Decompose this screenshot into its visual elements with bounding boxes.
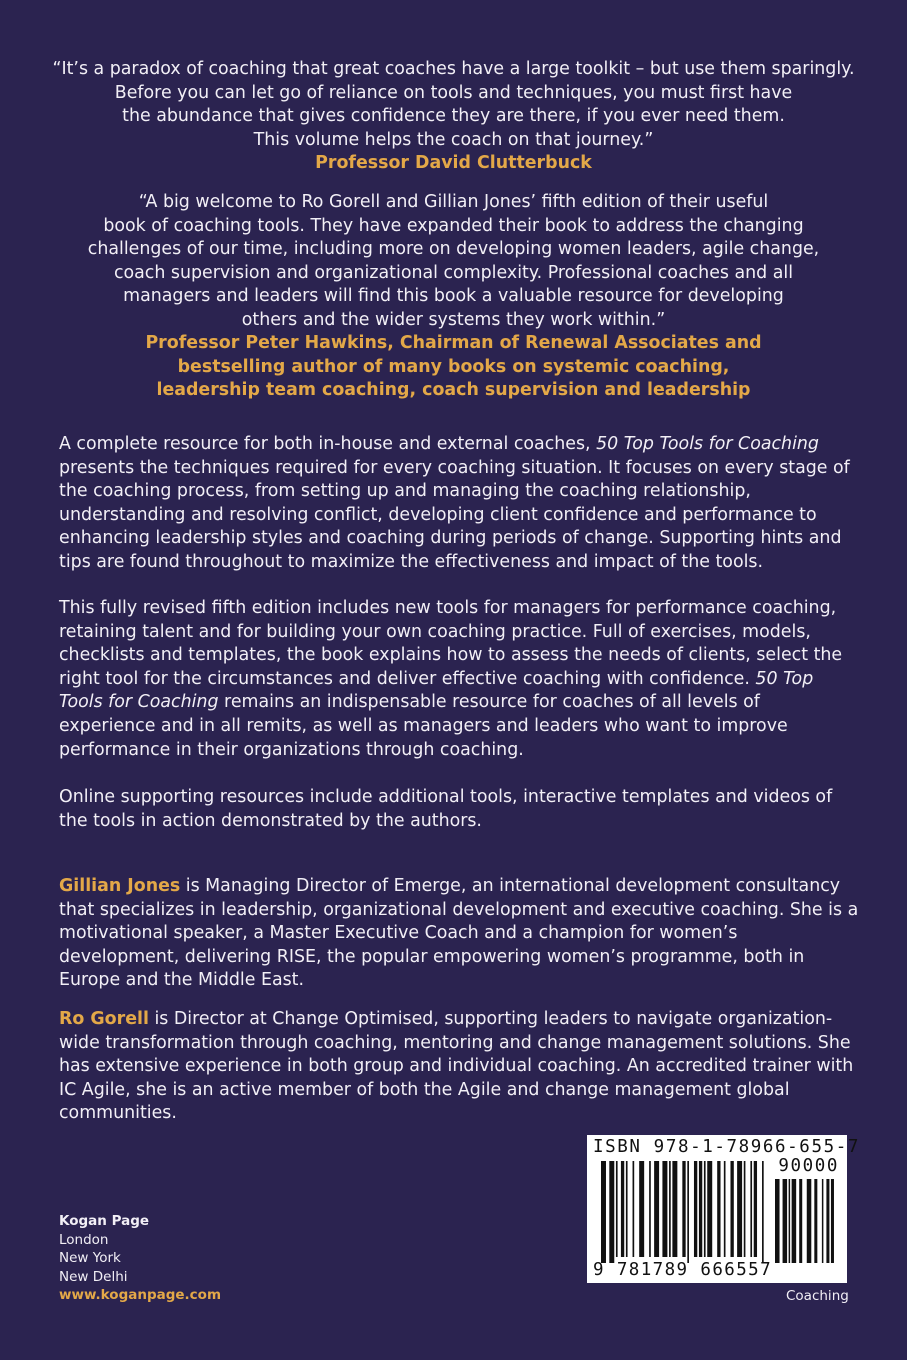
- barcode-bar: [724, 1161, 726, 1257]
- quote-clutterbuck: [40, 58, 867, 176]
- book-category: Coaching: [786, 1288, 849, 1304]
- barcode-bar: [662, 1161, 667, 1257]
- publisher-url: www.koganpage.com: [59, 1287, 222, 1303]
- quote-attribution: Professor Peter Hawkins, Chairman of Renewal Associates and: [145, 333, 762, 353]
- quote-line: “A big welcome to Ro Gorell and Gillian Jones’ fifth edition of their useful: [138, 192, 769, 212]
- barcode-bar: [669, 1161, 671, 1257]
- barcode-bar: [799, 1179, 802, 1263]
- barcode-ean-digits: 9 781789 666557: [593, 1260, 773, 1280]
- barcode-bar: [649, 1161, 651, 1257]
- barcode-addon-digits: 90000: [778, 1156, 839, 1176]
- barcode-bar: [626, 1161, 628, 1257]
- barcode-bar: [621, 1161, 624, 1257]
- publisher-city: New York: [59, 1250, 121, 1266]
- barcode-bar: [609, 1161, 614, 1263]
- author-name: Gillian Jones: [59, 876, 181, 896]
- barcode-bar: [754, 1161, 757, 1257]
- barcode-bar: [822, 1179, 824, 1263]
- paragraph-text: remains an indispensable resource for coaches of all levels of experience and in all remits, as well as managers and leaders who want to improve performance in their organizations through coaching.: [59, 692, 788, 760]
- quote-line: “It’s a paradox of coaching that great coaches have a large toolkit – but use them sparingly.: [52, 59, 855, 79]
- quote-line: This volume helps the coach on that journey.”: [253, 129, 654, 150]
- barcode-bar: [707, 1161, 712, 1257]
- paragraph-text: This fully revised fifth edition includes new tools for managers for performance coaching, retaining talent and for building your own coaching practice. Full of exercises, models, checklists and templates, the book explains how to assess the needs of clients, select the right tool for the circumstances and deliver effective coaching with confidence.: [59, 598, 843, 689]
- barcode-bar: [633, 1161, 635, 1257]
- quote-line: challenges of our time, including more on developing women leaders, agile change,: [87, 239, 820, 259]
- paragraph-text: Online supporting resources include additional tools, interactive templates and videos of the tools in action demonstrated by the authors.: [59, 787, 833, 831]
- quote-attribution: leadership team coaching, coach supervision and leadership: [156, 380, 751, 400]
- description-paragraph-2: [59, 597, 859, 762]
- author-bio-gillian-jones: [59, 875, 859, 993]
- publisher-info: [59, 1212, 221, 1305]
- quote-line: book of coaching tools. They have expanded their book to address the changing: [103, 215, 804, 236]
- barcode-bar: [730, 1161, 733, 1257]
- barcode-bar: [616, 1161, 618, 1257]
- quote-line: the abundance that gives confidence they are there, if you ever need them.: [122, 106, 785, 126]
- barcode-bar: [682, 1161, 685, 1257]
- barcode-bar: [750, 1161, 752, 1257]
- book-title: 50 Top Tools for Coaching: [59, 668, 814, 713]
- barcode-bar: [783, 1179, 788, 1263]
- barcode-bar: [789, 1179, 791, 1263]
- paragraph-text: A complete resource for both in-house and external coaches,: [59, 434, 597, 454]
- barcode-bar: [814, 1179, 817, 1263]
- quote-line: others and the wider systems they work within.”: [241, 309, 666, 330]
- isbn-label: ISBN 978-1-78966-655-7: [593, 1137, 860, 1157]
- description-paragraph-3: [59, 786, 859, 833]
- author-bio-text: is Director at Change Optimised, supporting leaders to navigate organization-wide transformation through coaching, mentoring and change management solutions. She has extensive experience in both group and individual coaching. An accredited trainer with IC Agile, she is an active member of both the Agile and change management global communities.: [59, 1009, 854, 1124]
- quote-line: managers and leaders will find this book a valuable resource for developing: [123, 286, 784, 306]
- publisher-city: New Delhi: [59, 1268, 128, 1285]
- author-bio-ro-gorell: [59, 1008, 859, 1126]
- barcode-bar: [826, 1179, 829, 1263]
- barcode-bar: [775, 1179, 780, 1263]
- publisher-city: London: [59, 1231, 109, 1248]
- barcode-bar: [704, 1161, 706, 1257]
- quote-hawkins: [40, 191, 867, 403]
- publisher-name: Kogan Page: [59, 1213, 150, 1229]
- barcode-bar: [807, 1179, 812, 1263]
- barcode-bars-main: [601, 1161, 769, 1263]
- description-paragraph-1: [59, 433, 859, 575]
- barcode-bar: [639, 1161, 644, 1257]
- paragraph-text: presents the techniques required for every coaching situation. It focuses on every stage of the coaching process, from setting up and managing the coaching relationship, understanding and resolving conflict, developing client confidence and performance to enhancing leadership styles and coaching during periods of change. Supporting hints and tips are found throughout to maximize the effectiveness and impact of the tools.: [59, 457, 850, 572]
- barcode-bar: [672, 1161, 677, 1257]
- author-bio-text: is Managing Director of Emerge, an international development consultancy that specializes in leadership, organizational development and executive coaching. She is a motivational speaker, a Master Executive Coach and a champion for women’s development, delivering RISE, the popular empowering women’s programme, both in Europe and the Middle East.: [59, 876, 859, 991]
- barcode-bar: [762, 1161, 764, 1263]
- barcode-bar: [744, 1161, 746, 1257]
- barcode-bar: [737, 1161, 742, 1257]
- barcode-bar: [717, 1161, 720, 1257]
- author-name: Ro Gorell: [59, 1009, 149, 1029]
- barcode-bar: [601, 1161, 606, 1263]
- barcode-bar: [694, 1161, 697, 1257]
- barcode-bar: [792, 1179, 797, 1263]
- isbn-barcode: [587, 1135, 860, 1283]
- quote-attribution: Professor David Clutterbuck: [315, 153, 592, 173]
- quote-attribution: bestselling author of many books on systemic coaching,: [177, 356, 730, 377]
- barcode-bar: [654, 1161, 659, 1257]
- book-title: 50 Top Tools for Coaching: [596, 434, 819, 454]
- barcode-bar: [831, 1179, 834, 1263]
- quote-line: Before you can let go of reliance on tools and techniques, you must first have: [114, 82, 793, 103]
- barcode-bar: [687, 1161, 689, 1263]
- barcode-bar: [699, 1161, 702, 1257]
- quote-line: coach supervision and organizational complexity. Professional coaches and all: [113, 262, 794, 283]
- barcode-bars-addon: [775, 1179, 839, 1263]
